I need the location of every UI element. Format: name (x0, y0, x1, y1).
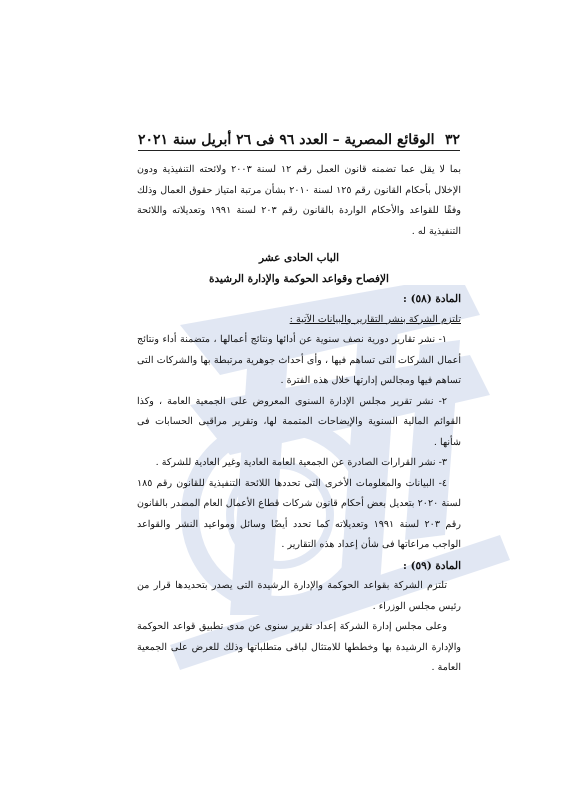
page-header (138, 126, 460, 148)
article-58-title: المادة (٥٨) : (403, 293, 461, 305)
article-59-paragraph-1: تلتزم الشركة بقواعد الحوكمة والإدارة الرشيدة التى يصدر بتحديدها قرار من رئيس مجلس الوزراء . (137, 580, 461, 612)
running-title: الوقائع المصرية – العدد ٩٦ فى ٢٦ أبريل سنة ٢٠٢١ (138, 132, 435, 148)
header-divider (138, 150, 460, 151)
article-59-paragraph-2: وعلى مجلس إدارة الشركة إعداد تقرير سنوى عن مدى تطبيق قواعد الحوكمة والإدارة الرشيدة بها وخططها للامتثال لباقى متطلباتها وذلك للعرض على الجمعية العامة . (137, 621, 461, 673)
article-59-title: المادة (٥٩) : (403, 559, 461, 572)
chapter-subtitle: الإفصاح وقواعد الحوكمة والإدارة الرشيدة (209, 272, 389, 285)
article-58-lead: تلتزم الشركة بنشر التقارير والبيانات الآتية : (289, 313, 461, 325)
chapter-title: الباب الحادى عشر (258, 252, 340, 264)
document-body (137, 160, 461, 679)
intro-paragraph: بما لا يقل عما تضمنه قانون العمل رقم ١٢ لسنة ٢٠٠٣ ولائحته التنفيذية ودون الإخلال بأحكام القانون رقم ١٢٥ لسنة ٢٠١٠ بشأن مرتبة امتياز حقوق العمال وذلك وفقًا للقواعد والأحكام الواردة بالقانون رقم ٢٠٣ لسنة ١٩٩١ وتعديلاته واللائحة التنفيذية له . (137, 164, 462, 237)
article-58-item-2: ٢- نشر تقرير مجلس الإدارة السنوى المعروض على الجمعية العامة ، وكذا القوائم المالية السنوية والإيضاحات المتممة لها، وتقرير مراقبى الحسابات فى شأنها . (137, 395, 461, 448)
article-58-item-1: ١- نشر تقارير دورية نصف سنوية عن أدائها ونتائج أعمالها ، متضمنة أداء ونتائج أعمال الشركات التى تساهم فيها ، وأى أحداث جوهرية مرتبطة بها والشركات التى تساهم فيها ومجالس إدارتها خلال هذه الفترة . (137, 334, 461, 386)
page-number: ٣٢ (444, 132, 460, 148)
article-58-item-3: ٣- نشر القرارات الصادرة عن الجمعية العامة العادية وغير العادية للشركة . (155, 457, 447, 468)
article-58-item-4: ٤- البيانات والمعلومات الأخرى التى تحددها اللائحة التنفيذية للقانون رقم ١٨٥ لسنة ٢٠٢٠ بتعديل بعض أحكام قانون شركات قطاع الأعمال العام المصدر بالقانون رقم ٢٠٣ لسنة ١٩٩١ وتعديلاته كما تحدد أيضًا وسائل ومواعيد النشر والقواعد الواجب مراعاتها فى شأن إعداد هذه التقارير . (137, 477, 461, 550)
